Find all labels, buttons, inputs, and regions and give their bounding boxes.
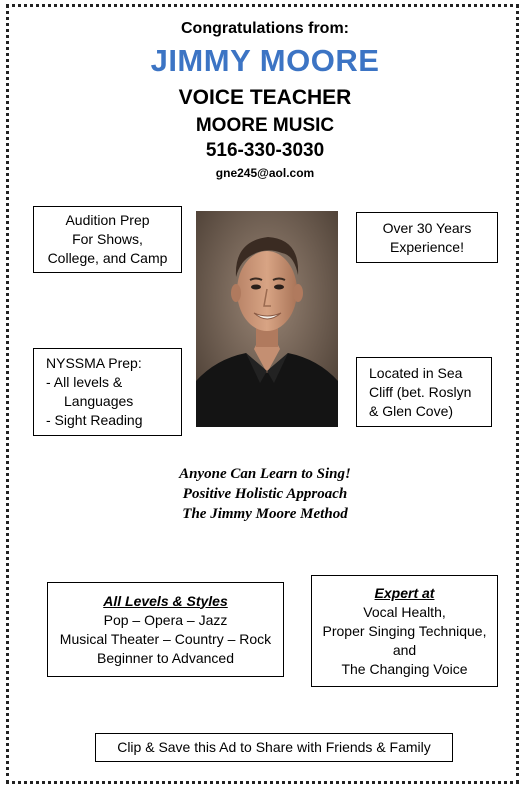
footer-box [95, 733, 453, 762]
box-line: Located in Sea [369, 364, 463, 381]
box-line: College, and Camp [47, 250, 168, 266]
box-line: and [392, 641, 417, 658]
teacher-name: JIMMY MOORE [150, 43, 380, 78]
box-line: Experience! [390, 238, 464, 255]
levels-styles-box [47, 582, 284, 677]
expert-title: Expert at [374, 584, 435, 601]
box-line: Cliff (bet. Roslyn [369, 383, 472, 400]
box-line: Languages [64, 393, 134, 409]
box-line: Audition Prep [65, 212, 150, 228]
box-line: Pop – Opera – Jazz [103, 611, 228, 628]
box-line: & Glen Cove) [369, 402, 454, 419]
box-line: For Shows, [72, 231, 143, 247]
audition-prep-box [33, 206, 182, 273]
congratulations-line: Congratulations from: [181, 20, 349, 37]
tagline-1: Anyone Can Learn to Sing! [179, 466, 351, 482]
tagline-2: Positive Holistic Approach [182, 486, 348, 502]
footer-text: Clip & Save this Ad to Share with Friends & Family [117, 739, 431, 755]
email-address: gne245@aol.com [215, 166, 315, 180]
portrait-photo [196, 211, 338, 427]
box-line: NYSSMA Prep: [46, 355, 142, 371]
box-line: The Changing Voice [341, 660, 468, 677]
box-line: - All levels & [46, 374, 123, 390]
levels-title: All Levels & Styles [103, 592, 228, 609]
expert-at-box [311, 575, 498, 687]
phone-number: 516-330-3030 [205, 140, 325, 161]
nyssma-prep-box [33, 348, 182, 436]
portrait-illustration [196, 211, 338, 427]
location-box [356, 357, 492, 427]
experience-box [356, 212, 498, 263]
box-line: Musical Theater – Country – Rock [59, 630, 272, 647]
box-line: - Sight Reading [46, 412, 143, 428]
role-title: VOICE TEACHER [178, 86, 352, 109]
box-line: Vocal Health, [363, 603, 446, 620]
box-line: Proper Singing Technique, [322, 622, 487, 639]
tagline-3: The Jimmy Moore Method [182, 506, 348, 522]
box-line: Beginner to Advanced [97, 649, 234, 666]
company-name: MOORE MUSIC [195, 115, 335, 136]
box-line: Over 30 Years [382, 219, 472, 236]
